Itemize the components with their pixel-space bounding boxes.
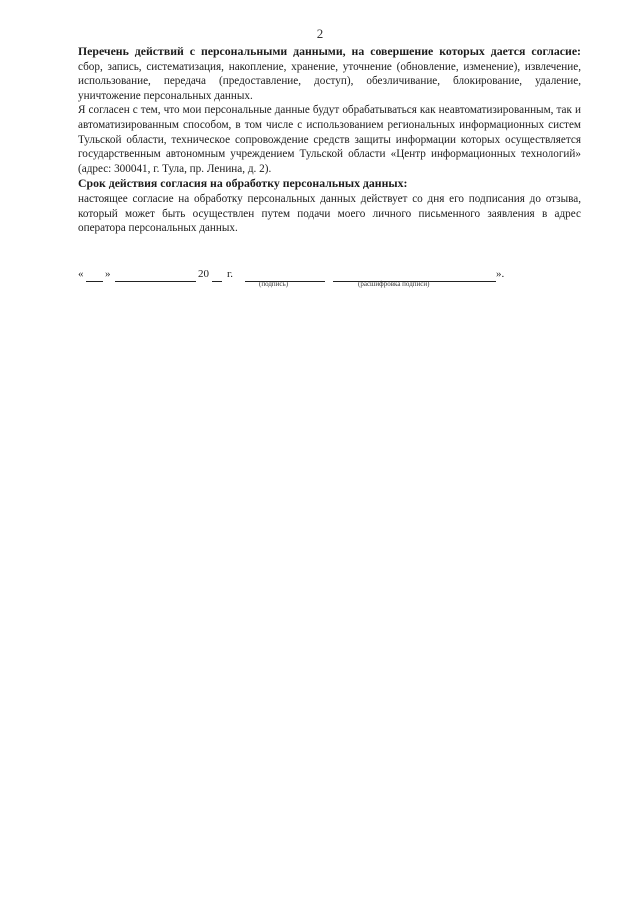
year-blank <box>212 281 222 282</box>
page-number: 2 <box>316 26 324 41</box>
decoding-end-mark: ». <box>496 268 505 280</box>
signature-caption: (подпись) <box>259 280 289 288</box>
actions-text: сбор, запись, систематизация, накопление, хранение, уточнение (обновление, изменение), извлечение, использование, передача (предоставление, доступ), обезличивание, блокирование, удаление, уничтожение персональных данных. <box>78 60 581 102</box>
month-blank <box>115 281 196 282</box>
validity-heading: Срок действия согласия на обработку персональных данных: <box>78 176 408 191</box>
day-blank <box>86 281 103 282</box>
document-body <box>78 44 581 236</box>
validity-heading-paragraph <box>78 176 581 192</box>
year-suffix: г. <box>227 268 234 280</box>
signature-block <box>78 268 581 292</box>
actions-paragraph <box>78 44 581 103</box>
year-prefix: 20 <box>198 268 209 280</box>
date-close-quote: » <box>105 268 111 280</box>
consent-paragraph: Я согласен с тем, что мои персональные данные будут обрабатываться как неавтоматизированным, так и автоматизированным способом, в том числе с использованием региональных информационных систем Тульской области, техническое сопровождение средств защиты информации которых осуществляется государственным автономным учреждением Тульской области «Центр информационных технологий» (адрес: 300041, г. Тула, пр. Ленина, д. 2). <box>78 104 581 175</box>
validity-text: настоящее согласие на обработку персональных данных действует со дня его подписания до отзыва, который может быть осуществлен путем подачи моего личного письменного заявления в адрес оператора персональных данных. <box>78 192 581 235</box>
decoding-caption: (расшифровка подписи) <box>358 280 430 288</box>
actions-heading: Перечень действий с персональными данными, на совершение которых дается согласие: <box>78 44 581 58</box>
date-open-quote: « <box>78 268 84 280</box>
